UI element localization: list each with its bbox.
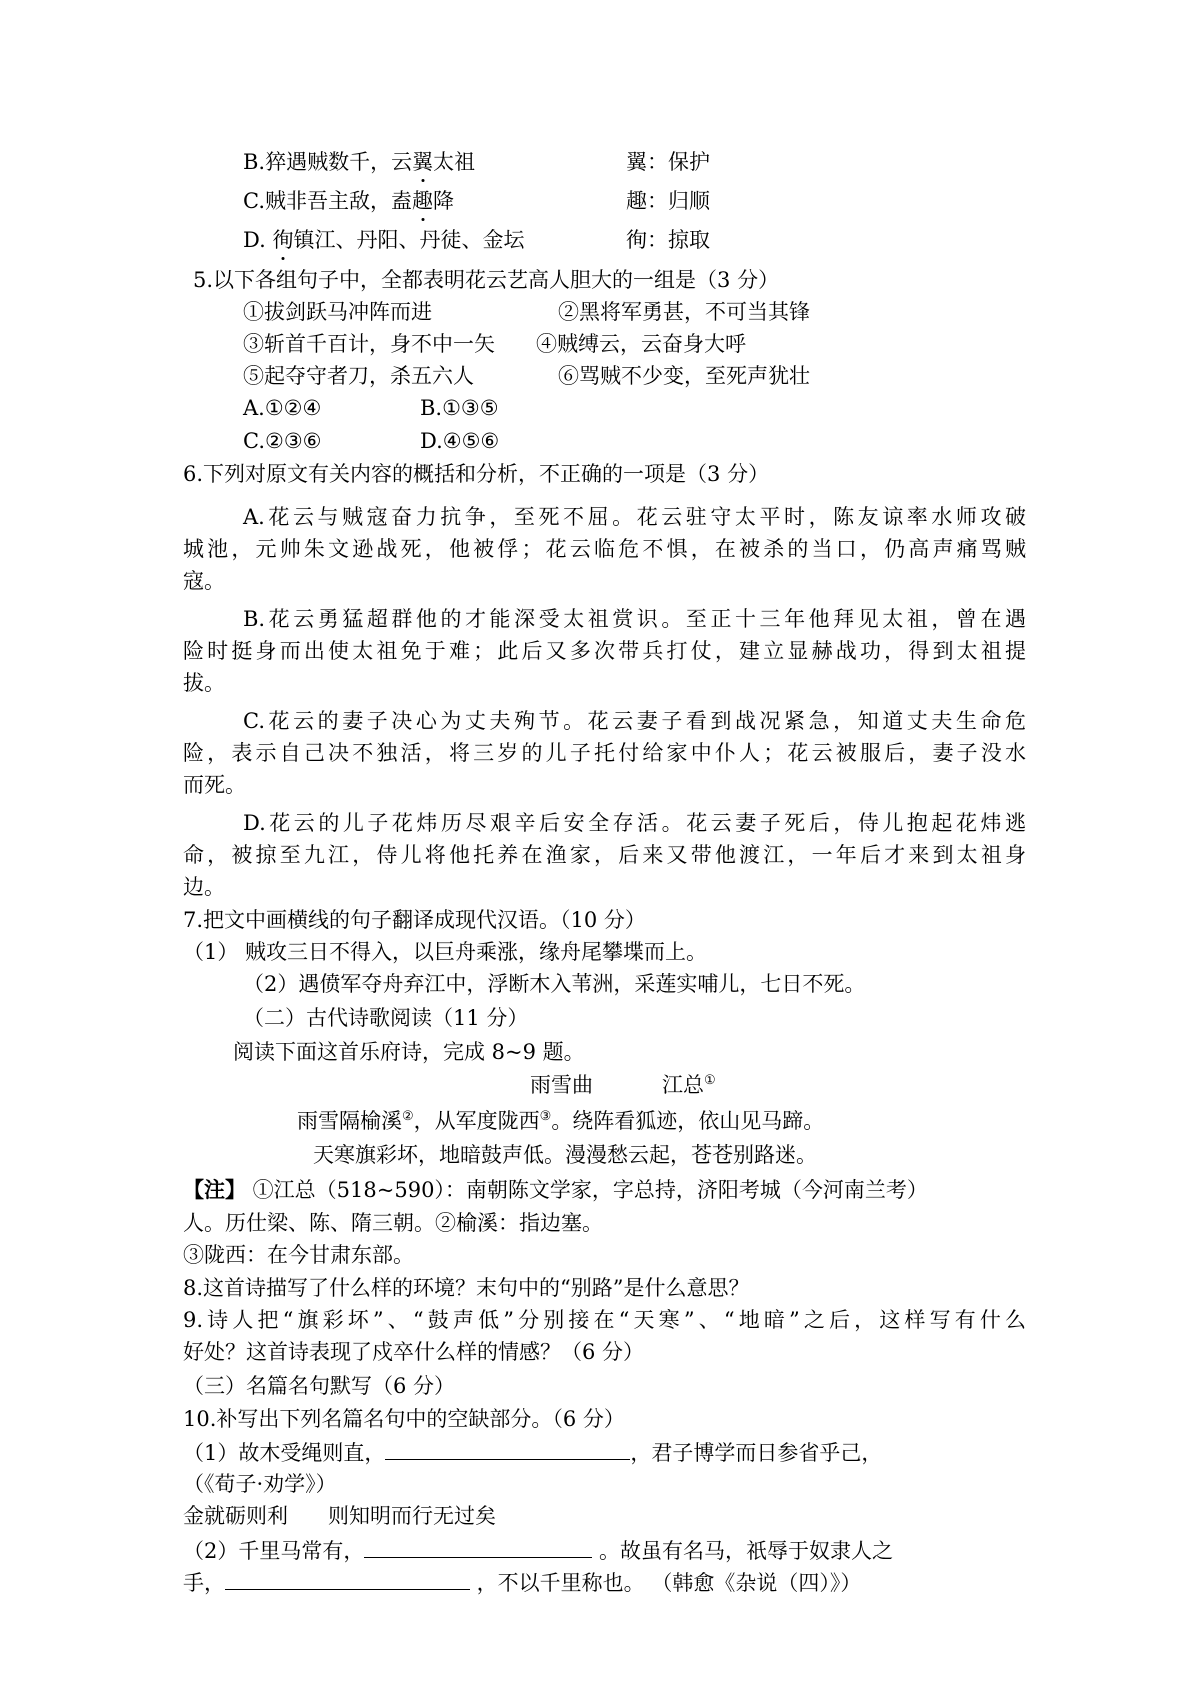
q5-item-4: ④贼缚云，云奋身大呼 xyxy=(536,332,746,356)
q4-option-b-dotted-char: 翼 xyxy=(412,147,433,177)
q4-option-c-gloss: 趣：归顺 xyxy=(626,189,710,213)
poem-section-heading: （二）古代诗歌阅读（11 分） xyxy=(243,1006,529,1030)
q5-item-2: ②黑将军勇甚，不可当其锋 xyxy=(558,300,810,324)
q6-option-c-line2: 险，表示自己决不独活，将三岁的儿子托付给家中仆人；花云被服后，妻子没水 xyxy=(183,741,1026,765)
poem-title: 雨雪曲 xyxy=(530,1073,593,1097)
q10-stem: 10.补写出下列名篇名句中的空缺部分。（6 分） xyxy=(183,1407,625,1431)
q4-option-c-text-pre: C.贼非吾主敌，盍 xyxy=(243,189,412,213)
q10-item-2-line-2-text-post: ，不以千里称也。 （韩愈《杂说（四）》） xyxy=(470,1571,862,1595)
notes-line-1 xyxy=(183,1175,928,1205)
q7-stem: 7.把文中画横线的句子翻译成现代汉语。（10 分） xyxy=(183,908,646,932)
q10-item-2-text-post: 。故虽有名马，祇辱于奴隶人之 xyxy=(592,1539,894,1563)
q6-option-b-line2: 险时挺身而出使太祖免于难；此后又多次带兵打仗，建立显赫战功，得到太祖提 xyxy=(183,639,1026,663)
q5-choice-b: B.①③⑤ xyxy=(420,396,499,420)
poem-line-1-part-c: 。绕阵看狐迹，依山见马蹄。 xyxy=(551,1109,825,1133)
q6-option-a-line1: A.花云与贼寇奋力抗争，至死不屈。花云驻守太平时，陈友谅率水师攻破 xyxy=(243,505,1026,529)
q5-item-3: ③斩首千百计，身不中一矢 xyxy=(243,332,495,356)
q10-handwritten-hint: 金就砺则利 则知明而行无过矣 xyxy=(183,1504,497,1528)
q9-line-2: 好处？这首诗表现了戍卒什么样的情感？（6 分） xyxy=(183,1340,645,1364)
q10-item-2-line-2 xyxy=(183,1567,861,1598)
q6-option-d-line2: 命，被掠至九江，侍儿将他托养在渔家，后来又带他渡江，一年后才来到太祖身 xyxy=(183,843,1026,867)
q9-line-1: 9.诗人把“旗彩坏”、“鼓声低”分别接在“天寒”、“地暗”之后，这样写有什么 xyxy=(183,1308,1026,1332)
poem-line-1-part-a: 雨雪隔榆溪 xyxy=(297,1109,402,1133)
notes-line-2: 人。历仕梁、陈、隋三朝。②榆溪：指边塞。 xyxy=(183,1211,603,1235)
q8-stem: 8.这首诗描写了什么样的环境？末句中的“别路”是什么意思？ xyxy=(183,1276,750,1300)
q10-item-1-text-pre: （1）故木受绳则直， xyxy=(183,1441,386,1465)
q10-item-1-text-post: ，君子博学而日参省乎己， xyxy=(630,1441,883,1465)
q5-item-1: ①拔剑跃马冲阵而进 xyxy=(243,300,432,324)
poem-footnote-mark-2: ② xyxy=(402,1109,414,1124)
poem-line-2: 天寒旗彩坏，地暗鼓声低。漫漫愁云起，苍苍别路迷。 xyxy=(313,1143,817,1167)
q4-option-d xyxy=(243,225,524,255)
poem-intro: 阅读下面这首乐府诗，完成 8~9 题。 xyxy=(233,1040,585,1064)
poem-author-name: 江总 xyxy=(662,1073,704,1097)
q7-sentence-2: （2）遇偾军夺舟弃江中，浮断木入苇洲，采莲实哺儿，七日不死。 xyxy=(243,972,866,996)
q6-option-c-line3: 而死。 xyxy=(183,773,246,797)
q10-item-1-source: （《荀子·劝学》） xyxy=(183,1472,337,1496)
poem-author xyxy=(662,1070,716,1100)
q5-item-6: ⑥骂贼不少变，至死声犹壮 xyxy=(558,364,810,388)
q5-choice-a: A.①②④ xyxy=(243,396,322,420)
q5-item-5: ⑤起夺守者刀，杀五六人 xyxy=(243,364,474,388)
q4-option-b-text-pre: B.猝遇贼数千，云 xyxy=(243,150,413,174)
q10-item-1-answer-blank[interactable] xyxy=(385,1437,630,1460)
q10-item-2-answer-blank-2[interactable] xyxy=(225,1567,470,1590)
q4-option-c-text-post: 降 xyxy=(433,189,454,213)
q7-sentence-1: （1） 贼攻三日不得入，以巨舟乘涨，缘舟尾攀堞而上。 xyxy=(183,940,708,964)
q4-option-d-text-post: 镇江、丹阳、丹徒、金坛 xyxy=(293,228,525,252)
q6-stem: 6.下列对原文有关内容的概括和分析，不正确的一项是（3 分） xyxy=(183,462,770,486)
q4-option-d-text-pre: D. xyxy=(243,228,273,252)
notes-line-1-text: ①江总（518~590）：南朝陈文学家，字总持，济阳考城（今河南兰考） xyxy=(246,1178,928,1202)
q4-option-b-text-post: 太祖 xyxy=(433,150,476,174)
poem-line-1-part-b: ，从军度陇西 xyxy=(413,1109,540,1133)
q10-item-2-text-pre: （2）千里马常有， xyxy=(183,1539,365,1563)
poem-line-1 xyxy=(297,1106,824,1136)
q6-option-b-line3: 拔。 xyxy=(183,671,225,695)
notes-label: 【注】 xyxy=(183,1177,246,1202)
q4-option-b xyxy=(243,147,475,177)
q6-option-d-line3: 边。 xyxy=(183,875,225,899)
section-3-heading: （三）名篇名句默写（6 分） xyxy=(183,1374,456,1398)
q6-option-a-line2: 城池，元帅朱文逊战死，他被俘；花云临危不惧，在被杀的当口，仍高声痛骂贼 xyxy=(183,537,1026,561)
q4-option-d-gloss: 徇：掠取 xyxy=(626,228,710,252)
q5-stem: 5.以下各组句子中，全都表明花云艺高人胆大的一组是（3 分） xyxy=(193,268,780,292)
q4-option-d-dotted-char: 徇 xyxy=(272,225,293,255)
q6-option-d-line1: D.花云的儿子花炜历尽艰辛后安全存活。花云妻子死后，侍儿抱起花炜逃 xyxy=(243,811,1026,835)
poem-author-footnote-mark: ① xyxy=(704,1073,716,1088)
notes-line-3: ③陇西：在今甘肃东部。 xyxy=(183,1243,414,1267)
poem-footnote-mark-3: ③ xyxy=(539,1109,552,1124)
q6-option-c-line1: C.花云的妻子决心为丈夫殉节。花云妻子看到战况紧急，知道丈夫生命危 xyxy=(243,709,1026,733)
q6-option-b-line1: B.花云勇猛超群他的才能深受太祖赏识。至正十三年他拜见太祖，曾在遇 xyxy=(243,607,1026,631)
q5-choice-d: D.④⑤⑥ xyxy=(420,429,500,453)
q10-item-2 xyxy=(183,1535,893,1566)
q10-item-2-answer-blank-1[interactable] xyxy=(364,1535,592,1558)
q4-option-c-dotted-char: 趣 xyxy=(412,186,433,216)
q5-choice-c: C.②③⑥ xyxy=(243,429,322,453)
q10-item-1 xyxy=(183,1437,882,1468)
q10-item-2-line-2-text-pre: 手， xyxy=(183,1571,225,1595)
q4-option-c xyxy=(243,186,454,216)
q4-option-b-gloss: 翼：保护 xyxy=(626,150,710,174)
q6-option-a-line3: 寇。 xyxy=(183,569,225,593)
